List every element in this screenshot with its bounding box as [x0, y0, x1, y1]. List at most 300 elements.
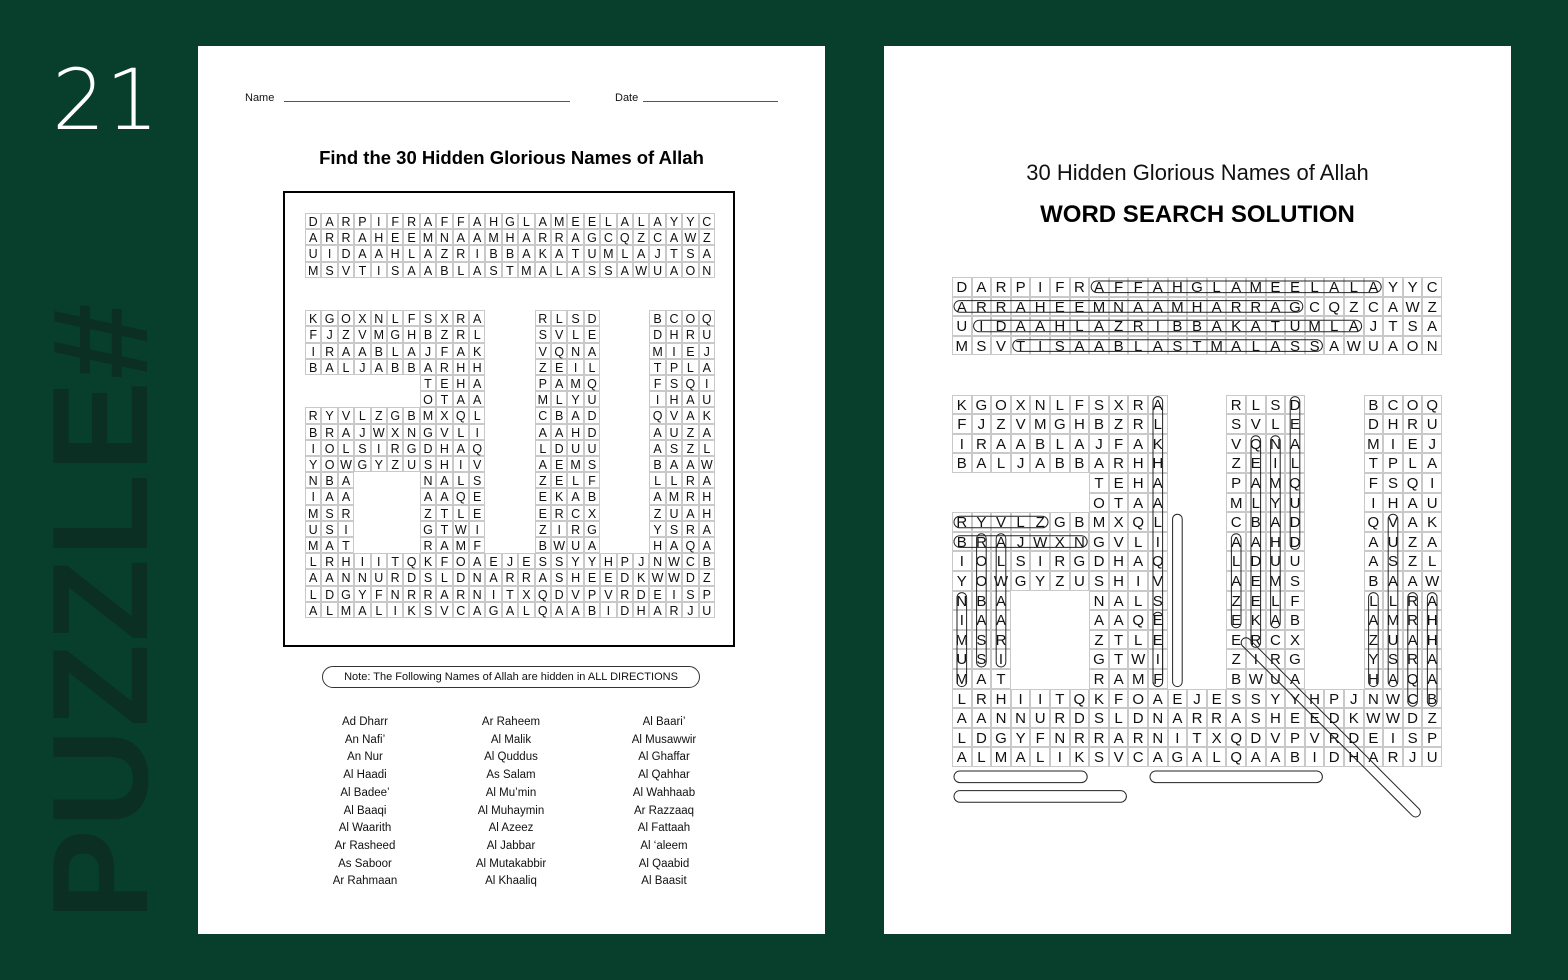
grid-cell: A [1226, 277, 1246, 297]
grid-cell: M [485, 229, 501, 245]
grid-cell: B [649, 310, 665, 326]
grid-cell: E [551, 456, 567, 472]
grid-cell: O [991, 395, 1011, 415]
grid-cell: B [1364, 571, 1384, 591]
grid-cell: W [666, 569, 682, 585]
word-list-item: Al Haadi [343, 769, 387, 782]
grid-cell: R [387, 569, 403, 585]
grid-cell: F [1109, 689, 1129, 709]
grid-cell: A [469, 391, 485, 407]
grid-cell: M [952, 669, 972, 689]
grid-cell: R [453, 245, 469, 261]
grid-cell: G [485, 602, 501, 618]
grid-cell: W [991, 571, 1011, 591]
grid-cell: L [1226, 551, 1246, 571]
grid-cell: T [436, 505, 452, 521]
grid-cell: H [699, 488, 715, 504]
grid-cell: T [502, 262, 518, 278]
grid-cell: Z [535, 359, 551, 375]
grid-cell: P [1226, 473, 1246, 493]
grid-cell: O [972, 571, 992, 591]
grid-cell: J [502, 553, 518, 569]
grid-cell: D [1070, 708, 1090, 728]
grid-cell: E [682, 343, 698, 359]
grid-cell: A [469, 213, 485, 229]
grid-cell: A [666, 456, 682, 472]
grid-cell: E [1266, 277, 1286, 297]
grid-cell: Y [972, 512, 992, 532]
word-list-item: Al Malik [490, 733, 532, 746]
grid-cell: I [649, 391, 665, 407]
grid-cell: S [1246, 708, 1266, 728]
grid-cell: T [354, 262, 370, 278]
grid-cell: B [485, 245, 501, 261]
grid-cell: M [338, 602, 354, 618]
grid-cell: O [1089, 493, 1109, 513]
grid-cell: Y [1030, 571, 1050, 591]
grid-cell: W [1422, 571, 1442, 591]
grid-cell: A [617, 213, 633, 229]
grid-cell: Y [1011, 728, 1031, 748]
grid-cell: Z [682, 440, 698, 456]
grid-cell: Y [952, 571, 972, 591]
grid-cell: R [1403, 649, 1423, 669]
solution-word-outline [1013, 340, 1323, 352]
grid-cell: H [453, 359, 469, 375]
grid-cell: B [1070, 512, 1090, 532]
grid-cell: A [535, 213, 551, 229]
grid-cell: A [1128, 434, 1148, 454]
grid-cell: H [1128, 453, 1148, 473]
grid-cell: A [1207, 297, 1227, 317]
grid-cell: F [952, 414, 972, 434]
grid-cell: A [436, 472, 452, 488]
date-label: Date [615, 92, 639, 104]
grid-cell: V [567, 586, 583, 602]
grid-cell: R [1266, 649, 1286, 669]
grid-cell: H [371, 229, 387, 245]
grid-cell: Q [453, 488, 469, 504]
grid-cell: I [338, 521, 354, 537]
grid-cell: R [387, 440, 403, 456]
grid-cell: G [420, 424, 436, 440]
grid-cell: N [1089, 591, 1109, 611]
grid-cell: M [535, 391, 551, 407]
grid-cell: D [1344, 728, 1364, 748]
grid-cell: P [354, 213, 370, 229]
grid-cell: Z [1422, 297, 1442, 317]
grid-cell: L [535, 440, 551, 456]
grid-cell: D [1246, 728, 1266, 748]
grid-cell: G [403, 440, 419, 456]
grid-cell: K [1070, 747, 1090, 767]
name-field-line[interactable] [284, 101, 570, 102]
solution-word-outline [1091, 281, 1381, 293]
grid-cell: A [1168, 708, 1188, 728]
grid-cell: A [1148, 336, 1168, 356]
grid-cell: K [1344, 708, 1364, 728]
grid-cell: L [1246, 395, 1266, 415]
grid-cell: I [1148, 316, 1168, 336]
word-list-item: Al Jabbar [486, 839, 536, 852]
grid-cell: W [1128, 649, 1148, 669]
grid-cell: R [617, 586, 633, 602]
grid-cell: R [403, 586, 419, 602]
grid-cell: F [387, 213, 403, 229]
grid-cell: A [436, 537, 452, 553]
grid-cell: R [1383, 747, 1403, 767]
grid-cell: F [584, 472, 600, 488]
grid-cell: K [1422, 512, 1442, 532]
grid-cell: G [1285, 649, 1305, 669]
grid-cell: S [420, 456, 436, 472]
grid-cell: W [551, 537, 567, 553]
grid-cell: A [321, 213, 337, 229]
grid-cell: C [666, 310, 682, 326]
grid-cell: M [1246, 277, 1266, 297]
grid-cell: R [972, 689, 992, 709]
grid-cell: A [1089, 610, 1109, 630]
grid-cell: Z [699, 229, 715, 245]
grid-cell: P [1285, 728, 1305, 748]
grid-cell: L [991, 453, 1011, 473]
word-list-item: Al Baasit [641, 875, 687, 888]
grid-cell: X [1109, 512, 1129, 532]
grid-cell: T [1187, 728, 1207, 748]
grid-cell: A [354, 343, 370, 359]
grid-cell: S [551, 553, 567, 569]
grid-cell: I [321, 245, 337, 261]
grid-cell: V [535, 343, 551, 359]
grid-cell: A [1266, 747, 1286, 767]
grid-cell: S [1089, 571, 1109, 591]
grid-cell: T [567, 245, 583, 261]
grid-cell: M [551, 213, 567, 229]
grid-cell: R [551, 229, 567, 245]
grid-cell: T [1266, 316, 1286, 336]
grid-cell: A [551, 424, 567, 440]
word-list-item: Ar Rasheed [334, 839, 396, 852]
grid-cell: E [518, 553, 534, 569]
worksheet-title: Find the 30 Hidden Glorious Names of Allah [319, 147, 704, 168]
grid-cell: E [1246, 571, 1266, 591]
grid-cell: A [972, 277, 992, 297]
grid-cell: J [649, 245, 665, 261]
grid-cell: N [991, 708, 1011, 728]
grid-cell: S [600, 262, 616, 278]
grid-cell: I [469, 424, 485, 440]
grid-cell: A [321, 537, 337, 553]
grid-cell: H [1422, 610, 1442, 630]
solution-word-outline [954, 301, 1303, 313]
grid-cell: S [666, 521, 682, 537]
grid-cell: V [354, 326, 370, 342]
grid-cell: A [1030, 453, 1050, 473]
grid-cell: R [1324, 728, 1344, 748]
grid-cell: L [1246, 336, 1266, 356]
grid-cell: N [1050, 728, 1070, 748]
grid-cell: K [952, 395, 972, 415]
grid-cell: A [1148, 395, 1168, 415]
grid-cell: R [567, 521, 583, 537]
grid-cell: A [699, 472, 715, 488]
word-list-item: Al Mu’min [485, 786, 537, 799]
grid-cell: Q [1226, 728, 1246, 748]
solution-word-outline [954, 516, 1048, 528]
grid-cell: P [666, 359, 682, 375]
grid-cell: S [1383, 473, 1403, 493]
grid-cell: I [371, 213, 387, 229]
grid-cell: L [1403, 453, 1423, 473]
grid-cell: Q [617, 229, 633, 245]
grid-cell: Q [682, 537, 698, 553]
grid-cell: A [469, 553, 485, 569]
grid-cell: M [1128, 669, 1148, 689]
grid-cell: Q [1128, 610, 1148, 630]
grid-cell: N [1364, 689, 1384, 709]
grid-cell: V [666, 407, 682, 423]
grid-cell: X [518, 586, 534, 602]
grid-cell: H [1109, 551, 1129, 571]
grid-cell: H [600, 553, 616, 569]
grid-cell: D [617, 602, 633, 618]
grid-cell: A [1089, 453, 1109, 473]
grid-cell: J [1011, 532, 1031, 552]
grid-cell: A [1344, 316, 1364, 336]
grid-cell: U [952, 316, 972, 336]
grid-cell: S [1089, 395, 1109, 415]
grid-cell: R [682, 472, 698, 488]
grid-cell: Q [1324, 297, 1344, 317]
grid-cell: M [1207, 336, 1227, 356]
grid-cell: A [1070, 434, 1090, 454]
grid-cell: L [453, 262, 469, 278]
grid-cell: M [1266, 473, 1286, 493]
grid-cell: A [321, 569, 337, 585]
grid-cell: L [1128, 591, 1148, 611]
grid-cell: V [436, 424, 452, 440]
grid-cell: Z [1226, 649, 1246, 669]
grid-cell: J [1364, 316, 1384, 336]
grid-cell: D [1364, 414, 1384, 434]
grid-cell: S [1285, 336, 1305, 356]
grid-cell: O [321, 456, 337, 472]
grid-cell: O [682, 262, 698, 278]
grid-cell: U [584, 391, 600, 407]
grid-cell: H [1030, 297, 1050, 317]
grid-cell: O [1403, 395, 1423, 415]
grid-cell: G [1050, 512, 1070, 532]
grid-cell: L [1422, 551, 1442, 571]
grid-cell: I [1168, 728, 1188, 748]
grid-cell: A [1266, 297, 1286, 317]
grid-cell: W [1383, 689, 1403, 709]
grid-cell: I [371, 553, 387, 569]
grid-cell: K [420, 553, 436, 569]
grid-cell: U [649, 262, 665, 278]
grid-cell: O [1403, 336, 1423, 356]
grid-cell: V [469, 456, 485, 472]
grid-cell: Y [1266, 689, 1286, 709]
grid-cell: J [972, 414, 992, 434]
grid-cell: R [321, 229, 337, 245]
grid-cell: I [1383, 728, 1403, 748]
grid-cell: Y [371, 456, 387, 472]
grid-cell: A [1403, 571, 1423, 591]
word-list-item: Al Azeez [488, 822, 534, 835]
grid-cell: L [633, 213, 649, 229]
grid-cell: F [403, 310, 419, 326]
grid-cell: T [991, 669, 1011, 689]
word-list-item: Al Wahhaab [632, 786, 696, 799]
grid-cell: J [1422, 434, 1442, 454]
date-field-line[interactable] [643, 101, 778, 102]
grid-cell: I [1128, 571, 1148, 591]
grid-cell: J [420, 343, 436, 359]
grid-cell: A [1148, 297, 1168, 317]
grid-cell: F [453, 213, 469, 229]
grid-cell: C [1305, 297, 1325, 317]
solution-title: WORD SEARCH SOLUTION [1040, 201, 1355, 228]
grid-cell: A [1266, 512, 1286, 532]
grid-cell: V [1383, 512, 1403, 532]
word-list-item: Al Qaabid [638, 857, 690, 870]
grid-cell: E [1207, 689, 1227, 709]
grid-cell: H [485, 213, 501, 229]
grid-cell: A [649, 488, 665, 504]
grid-cell: I [305, 488, 321, 504]
grid-cell: F [1364, 473, 1384, 493]
grid-cell: A [666, 262, 682, 278]
grid-cell: L [469, 326, 485, 342]
grid-cell: L [305, 553, 321, 569]
word-list-item: An Nafi’ [344, 733, 386, 746]
grid-cell: R [666, 602, 682, 618]
grid-cell: X [354, 310, 370, 326]
grid-cell: Q [535, 586, 551, 602]
grid-cell: D [551, 440, 567, 456]
grid-cell: E [1050, 297, 1070, 317]
grid-cell: L [338, 440, 354, 456]
solution-word-outline [954, 771, 1087, 783]
grid-cell: A [991, 434, 1011, 454]
grid-cell: G [1089, 532, 1109, 552]
grid-cell: I [469, 245, 485, 261]
grid-cell: U [952, 649, 972, 669]
grid-cell: S [1168, 336, 1188, 356]
grid-cell: P [584, 586, 600, 602]
grid-cell: Z [1422, 708, 1442, 728]
grid-cell: C [682, 553, 698, 569]
grid-cell: Q [1148, 551, 1168, 571]
grid-cell: E [1226, 630, 1246, 650]
grid-cell: C [1266, 630, 1286, 650]
grid-cell: C [567, 505, 583, 521]
grid-cell: C [1364, 297, 1384, 317]
grid-cell: Q [1246, 434, 1266, 454]
grid-cell: M [600, 245, 616, 261]
grid-cell: U [567, 537, 583, 553]
grid-cell: A [436, 488, 452, 504]
grid-cell: F [1109, 277, 1129, 297]
grid-cell: L [682, 359, 698, 375]
grid-cell: Y [682, 213, 698, 229]
grid-cell: H [649, 537, 665, 553]
grid-cell: Q [682, 375, 698, 391]
grid-cell: M [305, 262, 321, 278]
grid-cell: A [567, 602, 583, 618]
grid-cell: E [387, 229, 403, 245]
grid-cell: A [1148, 747, 1168, 767]
grid-cell: A [699, 521, 715, 537]
grid-cell: A [1011, 747, 1031, 767]
grid-cell: O [453, 553, 469, 569]
grid-cell: U [1422, 493, 1442, 513]
grid-cell: H [567, 569, 583, 585]
grid-cell: A [1383, 669, 1403, 689]
grid-cell: N [1070, 532, 1090, 552]
grid-cell: A [1030, 316, 1050, 336]
grid-cell: U [1030, 708, 1050, 728]
grid-cell: U [1364, 336, 1384, 356]
grid-cell: D [420, 440, 436, 456]
grid-cell: M [1226, 493, 1246, 513]
grid-cell: B [1109, 336, 1129, 356]
grid-cell: A [1324, 336, 1344, 356]
grid-cell: M [305, 537, 321, 553]
grid-cell: Z [535, 472, 551, 488]
grid-cell: V [1109, 532, 1129, 552]
grid-cell: I [1148, 532, 1168, 552]
word-list-item: Al ‘aleem [640, 839, 688, 852]
grid-cell: N [1109, 297, 1129, 317]
grid-cell: X [436, 310, 452, 326]
grid-cell: A [972, 453, 992, 473]
grid-cell: A [535, 456, 551, 472]
grid-cell: S [567, 310, 583, 326]
grid-cell: R [1109, 453, 1129, 473]
grid-cell: Z [1109, 414, 1129, 434]
grid-cell: D [682, 569, 698, 585]
grid-cell: T [649, 359, 665, 375]
grid-cell: A [682, 456, 698, 472]
grid-cell: E [551, 359, 567, 375]
grid-cell: R [403, 213, 419, 229]
grid-cell: L [551, 262, 567, 278]
grid-cell: D [1285, 395, 1305, 415]
grid-cell: S [420, 310, 436, 326]
grid-cell: K [1246, 610, 1266, 630]
grid-cell: P [617, 553, 633, 569]
grid-cell: O [420, 391, 436, 407]
grid-cell: S [666, 440, 682, 456]
word-list-item: Al Khaaliq [485, 875, 537, 888]
solution-word-outline [1153, 397, 1163, 687]
grid-cell: I [1422, 473, 1442, 493]
grid-cell: R [1089, 728, 1109, 748]
word-list-item: Al Baaqi [343, 804, 387, 817]
grid-cell: A [567, 407, 583, 423]
grid-cell: L [972, 747, 992, 767]
grid-cell: M [1089, 297, 1109, 317]
grid-cell: B [420, 326, 436, 342]
grid-cell: N [567, 343, 583, 359]
grid-cell: O [972, 551, 992, 571]
grid-cell: S [551, 569, 567, 585]
grid-cell: A [354, 602, 370, 618]
grid-cell: L [436, 569, 452, 585]
grid-cell: E [1246, 591, 1266, 611]
